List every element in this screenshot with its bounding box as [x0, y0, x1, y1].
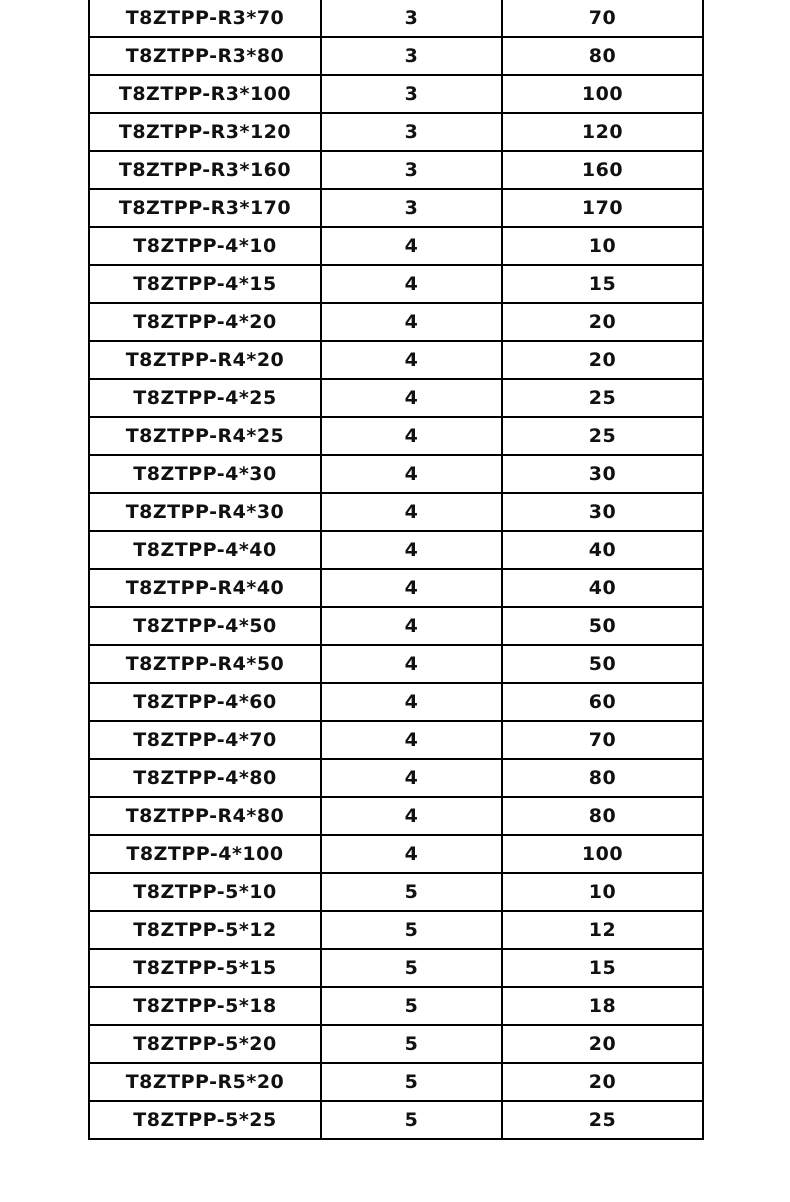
- diameter-cell: 4: [321, 417, 502, 455]
- table-row: [89, 417, 703, 455]
- model-cell: T8ZTPP-R3*120: [89, 113, 321, 151]
- model-cell: T8ZTPP-4*60: [89, 683, 321, 721]
- table-row: [89, 683, 703, 721]
- model-cell: T8ZTPP-4*30: [89, 455, 321, 493]
- table-row: [89, 455, 703, 493]
- model-cell: T8ZTPP-4*20: [89, 303, 321, 341]
- length-cell: 12: [502, 911, 703, 949]
- spec-table: [88, 0, 704, 1140]
- length-cell: 100: [502, 835, 703, 873]
- table-row: [89, 797, 703, 835]
- model-cell: T8ZTPP-R3*170: [89, 189, 321, 227]
- diameter-cell: 4: [321, 797, 502, 835]
- length-cell: 20: [502, 341, 703, 379]
- table-row: [89, 949, 703, 987]
- length-cell: 40: [502, 569, 703, 607]
- diameter-cell: 4: [321, 759, 502, 797]
- diameter-cell: 3: [321, 151, 502, 189]
- table-row: [89, 607, 703, 645]
- diameter-cell: 3: [321, 189, 502, 227]
- table-row: [89, 0, 703, 37]
- diameter-cell: 4: [321, 645, 502, 683]
- model-cell: T8ZTPP-5*15: [89, 949, 321, 987]
- length-cell: 15: [502, 949, 703, 987]
- length-cell: 20: [502, 303, 703, 341]
- length-cell: 30: [502, 455, 703, 493]
- model-cell: T8ZTPP-4*15: [89, 265, 321, 303]
- length-cell: 40: [502, 531, 703, 569]
- diameter-cell: 3: [321, 37, 502, 75]
- diameter-cell: 4: [321, 531, 502, 569]
- model-cell: T8ZTPP-5*12: [89, 911, 321, 949]
- model-cell: T8ZTPP-4*50: [89, 607, 321, 645]
- spec-table-body: [89, 0, 703, 1139]
- length-cell: 20: [502, 1025, 703, 1063]
- model-cell: T8ZTPP-R4*25: [89, 417, 321, 455]
- length-cell: 80: [502, 37, 703, 75]
- table-row: [89, 265, 703, 303]
- diameter-cell: 5: [321, 1025, 502, 1063]
- table-row: [89, 569, 703, 607]
- diameter-cell: 5: [321, 1063, 502, 1101]
- diameter-cell: 3: [321, 0, 502, 37]
- diameter-cell: 4: [321, 227, 502, 265]
- model-cell: T8ZTPP-5*25: [89, 1101, 321, 1139]
- model-cell: T8ZTPP-4*25: [89, 379, 321, 417]
- length-cell: 70: [502, 0, 703, 37]
- diameter-cell: 4: [321, 341, 502, 379]
- length-cell: 60: [502, 683, 703, 721]
- length-cell: 18: [502, 987, 703, 1025]
- length-cell: 170: [502, 189, 703, 227]
- model-cell: T8ZTPP-R4*80: [89, 797, 321, 835]
- table-row: [89, 721, 703, 759]
- table-row: [89, 1025, 703, 1063]
- model-cell: T8ZTPP-5*18: [89, 987, 321, 1025]
- model-cell: T8ZTPP-R4*30: [89, 493, 321, 531]
- table-row: [89, 493, 703, 531]
- model-cell: T8ZTPP-5*20: [89, 1025, 321, 1063]
- model-cell: T8ZTPP-R5*20: [89, 1063, 321, 1101]
- diameter-cell: 4: [321, 265, 502, 303]
- diameter-cell: 4: [321, 607, 502, 645]
- table-row: [89, 835, 703, 873]
- model-cell: T8ZTPP-4*100: [89, 835, 321, 873]
- table-row: [89, 987, 703, 1025]
- table-row: [89, 759, 703, 797]
- table-row: [89, 379, 703, 417]
- length-cell: 50: [502, 607, 703, 645]
- diameter-cell: 4: [321, 303, 502, 341]
- table-row: [89, 113, 703, 151]
- table-row: [89, 531, 703, 569]
- length-cell: 25: [502, 417, 703, 455]
- length-cell: 160: [502, 151, 703, 189]
- table-row: [89, 1101, 703, 1139]
- model-cell: T8ZTPP-R4*50: [89, 645, 321, 683]
- model-cell: T8ZTPP-R3*100: [89, 75, 321, 113]
- model-cell: T8ZTPP-R4*20: [89, 341, 321, 379]
- diameter-cell: 5: [321, 987, 502, 1025]
- diameter-cell: 4: [321, 835, 502, 873]
- length-cell: 120: [502, 113, 703, 151]
- table-row: [89, 645, 703, 683]
- table-row: [89, 151, 703, 189]
- diameter-cell: 4: [321, 569, 502, 607]
- model-cell: T8ZTPP-R3*70: [89, 0, 321, 37]
- diameter-cell: 5: [321, 949, 502, 987]
- table-row: [89, 911, 703, 949]
- model-cell: T8ZTPP-R4*40: [89, 569, 321, 607]
- table-row: [89, 1063, 703, 1101]
- diameter-cell: 4: [321, 493, 502, 531]
- length-cell: 70: [502, 721, 703, 759]
- diameter-cell: 4: [321, 379, 502, 417]
- table-row: [89, 75, 703, 113]
- length-cell: 10: [502, 873, 703, 911]
- diameter-cell: 5: [321, 1101, 502, 1139]
- length-cell: 30: [502, 493, 703, 531]
- table-row: [89, 37, 703, 75]
- length-cell: 10: [502, 227, 703, 265]
- table-row: [89, 341, 703, 379]
- length-cell: 15: [502, 265, 703, 303]
- model-cell: T8ZTPP-4*70: [89, 721, 321, 759]
- diameter-cell: 5: [321, 873, 502, 911]
- length-cell: 25: [502, 379, 703, 417]
- diameter-cell: 4: [321, 455, 502, 493]
- length-cell: 20: [502, 1063, 703, 1101]
- model-cell: T8ZTPP-4*10: [89, 227, 321, 265]
- model-cell: T8ZTPP-4*40: [89, 531, 321, 569]
- length-cell: 25: [502, 1101, 703, 1139]
- diameter-cell: 4: [321, 683, 502, 721]
- diameter-cell: 3: [321, 113, 502, 151]
- diameter-cell: 3: [321, 75, 502, 113]
- table-row: [89, 873, 703, 911]
- length-cell: 100: [502, 75, 703, 113]
- length-cell: 50: [502, 645, 703, 683]
- length-cell: 80: [502, 797, 703, 835]
- model-cell: T8ZTPP-R3*160: [89, 151, 321, 189]
- table-row: [89, 227, 703, 265]
- model-cell: T8ZTPP-R3*80: [89, 37, 321, 75]
- model-cell: T8ZTPP-4*80: [89, 759, 321, 797]
- table-row: [89, 189, 703, 227]
- model-cell: T8ZTPP-5*10: [89, 873, 321, 911]
- diameter-cell: 4: [321, 721, 502, 759]
- table-row: [89, 303, 703, 341]
- diameter-cell: 5: [321, 911, 502, 949]
- length-cell: 80: [502, 759, 703, 797]
